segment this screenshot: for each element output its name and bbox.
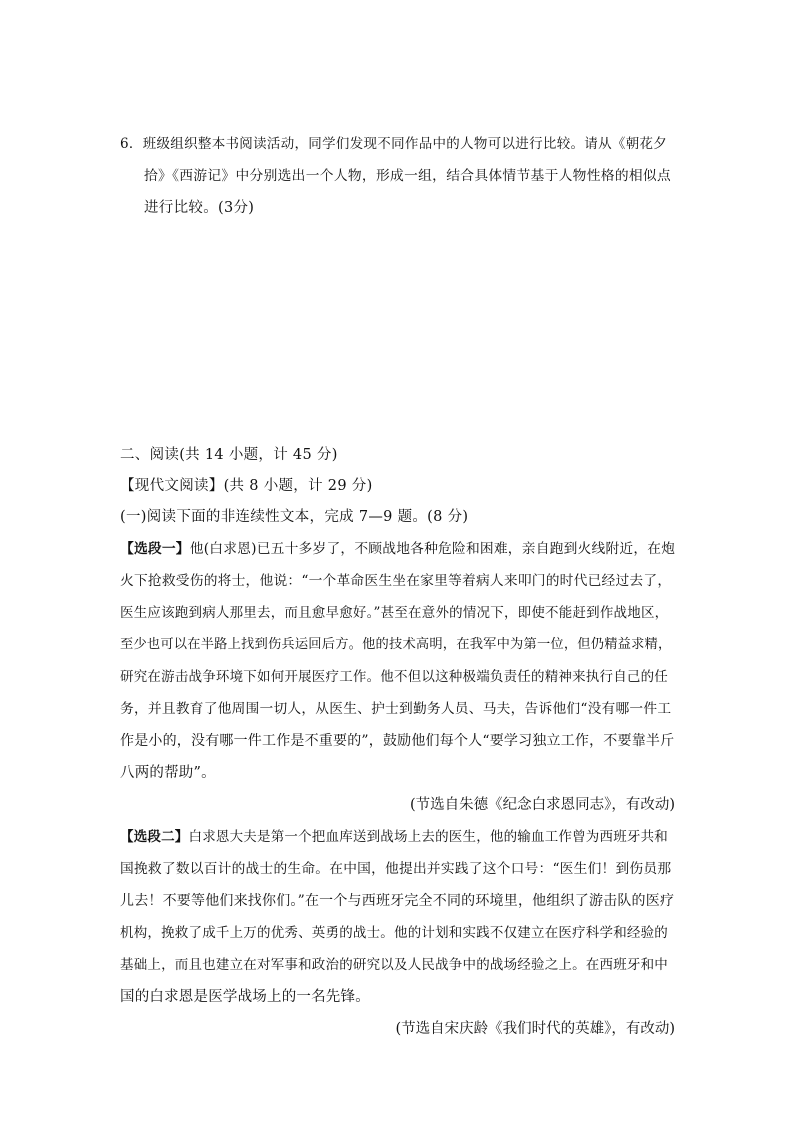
excerpt-1-line: 务，并且教育了他周围一切人，从医生、护士到勤务人员、马夫，告诉他们“没有哪一件工 <box>120 701 672 717</box>
excerpt-1-label: 【选段一】 <box>120 541 190 557</box>
excerpt-1-line: 作是小的，没有哪一件工作是不重要的”，鼓励他们每个人“要学习独立工作，不要靠半斤 <box>120 733 675 749</box>
excerpt-2-source: (节选自宋庆龄《我们时代的英雄》，有改动) <box>395 1021 675 1037</box>
subsection-title: 【现代文阅读】(共 8 小题，计 29 分) <box>120 478 373 494</box>
question-6-line-2: 拾》《西游记》中分别选出一个人物，形成一组，结合具体情节基于人物性格的相似点 <box>144 168 672 184</box>
excerpt-1-line: 至少也可以在半路上找到伤兵运回后方。他的技术高明，在我军中为第一位，但仍精益求精， <box>120 637 672 652</box>
excerpt-1-line <box>120 533 675 565</box>
question-6 <box>120 128 675 224</box>
excerpt-2 <box>120 821 675 1045</box>
excerpt-1-line: 八两的帮助”。 <box>120 765 216 781</box>
excerpt-1 <box>120 533 675 821</box>
excerpt-2-text: 白求恩大夫是第一个把血库送到战场上去的医生，他的输血工作曾为西班牙共和 <box>188 829 668 845</box>
excerpt-2-label: 【选段二】 <box>120 829 189 845</box>
question-6-line-1: 6．班级组织整本书阅读活动，同学们发现不同作品中的人物可以进行比较。请从《朝花夕 <box>120 136 668 152</box>
excerpt-2-line: 国挽救了数以百计的战士的生命。在中国，他提出并实践了这个口号：“医生们！到伤员那 <box>120 861 672 877</box>
excerpt-2-line: 基础上，而且也建立在对军事和政治的研究以及人民战争中的战场经验之上。在西班牙和中 <box>120 957 668 973</box>
reading-section <box>120 440 675 1045</box>
section-title: 二、阅读(共 14 小题，计 45 分) <box>120 447 338 463</box>
excerpt-1-line: 医生应该跑到病人那里去，而且愈早愈好。”甚至在意外的情况下，即使不能赶到作战地区， <box>120 605 669 621</box>
excerpt-1-text: 他(白求恩)已五十多岁了，不顾战地各种危险和困难，亲自跑到火线附近，在炮 <box>189 541 676 557</box>
excerpt-2-line: 国的白求恩是医学战场上的一名先锋。 <box>120 989 370 1005</box>
part-title: (一)阅读下面的非连续性文本，完成 7—9 题。(8 分) <box>120 509 469 525</box>
excerpt-2-line: 儿去！不要等他们来找你们。”在一个与西班牙完全不同的环境里，他组织了游击队的医疗 <box>120 893 675 909</box>
excerpt-2-line <box>120 821 675 853</box>
excerpt-2-line: 机构，挽救了成千上万的优秀、英勇的战士。他的计划和实践不仅建立在医疗科学和经验的 <box>120 925 668 941</box>
excerpt-1-line: 研究在游击战争环境下如何开展医疗工作。他不但以这种极端负责任的精神来执行自己的任 <box>120 669 668 685</box>
excerpt-1-line: 火下抢救受伤的将士，他说：“一个革命医生坐在家里等着病人来叩门的时代已经过去了， <box>120 573 672 589</box>
question-6-line-3: 进行比较。(3分) <box>144 200 255 216</box>
excerpt-1-source: (节选自朱德《纪念白求恩同志》，有改动) <box>409 797 675 813</box>
